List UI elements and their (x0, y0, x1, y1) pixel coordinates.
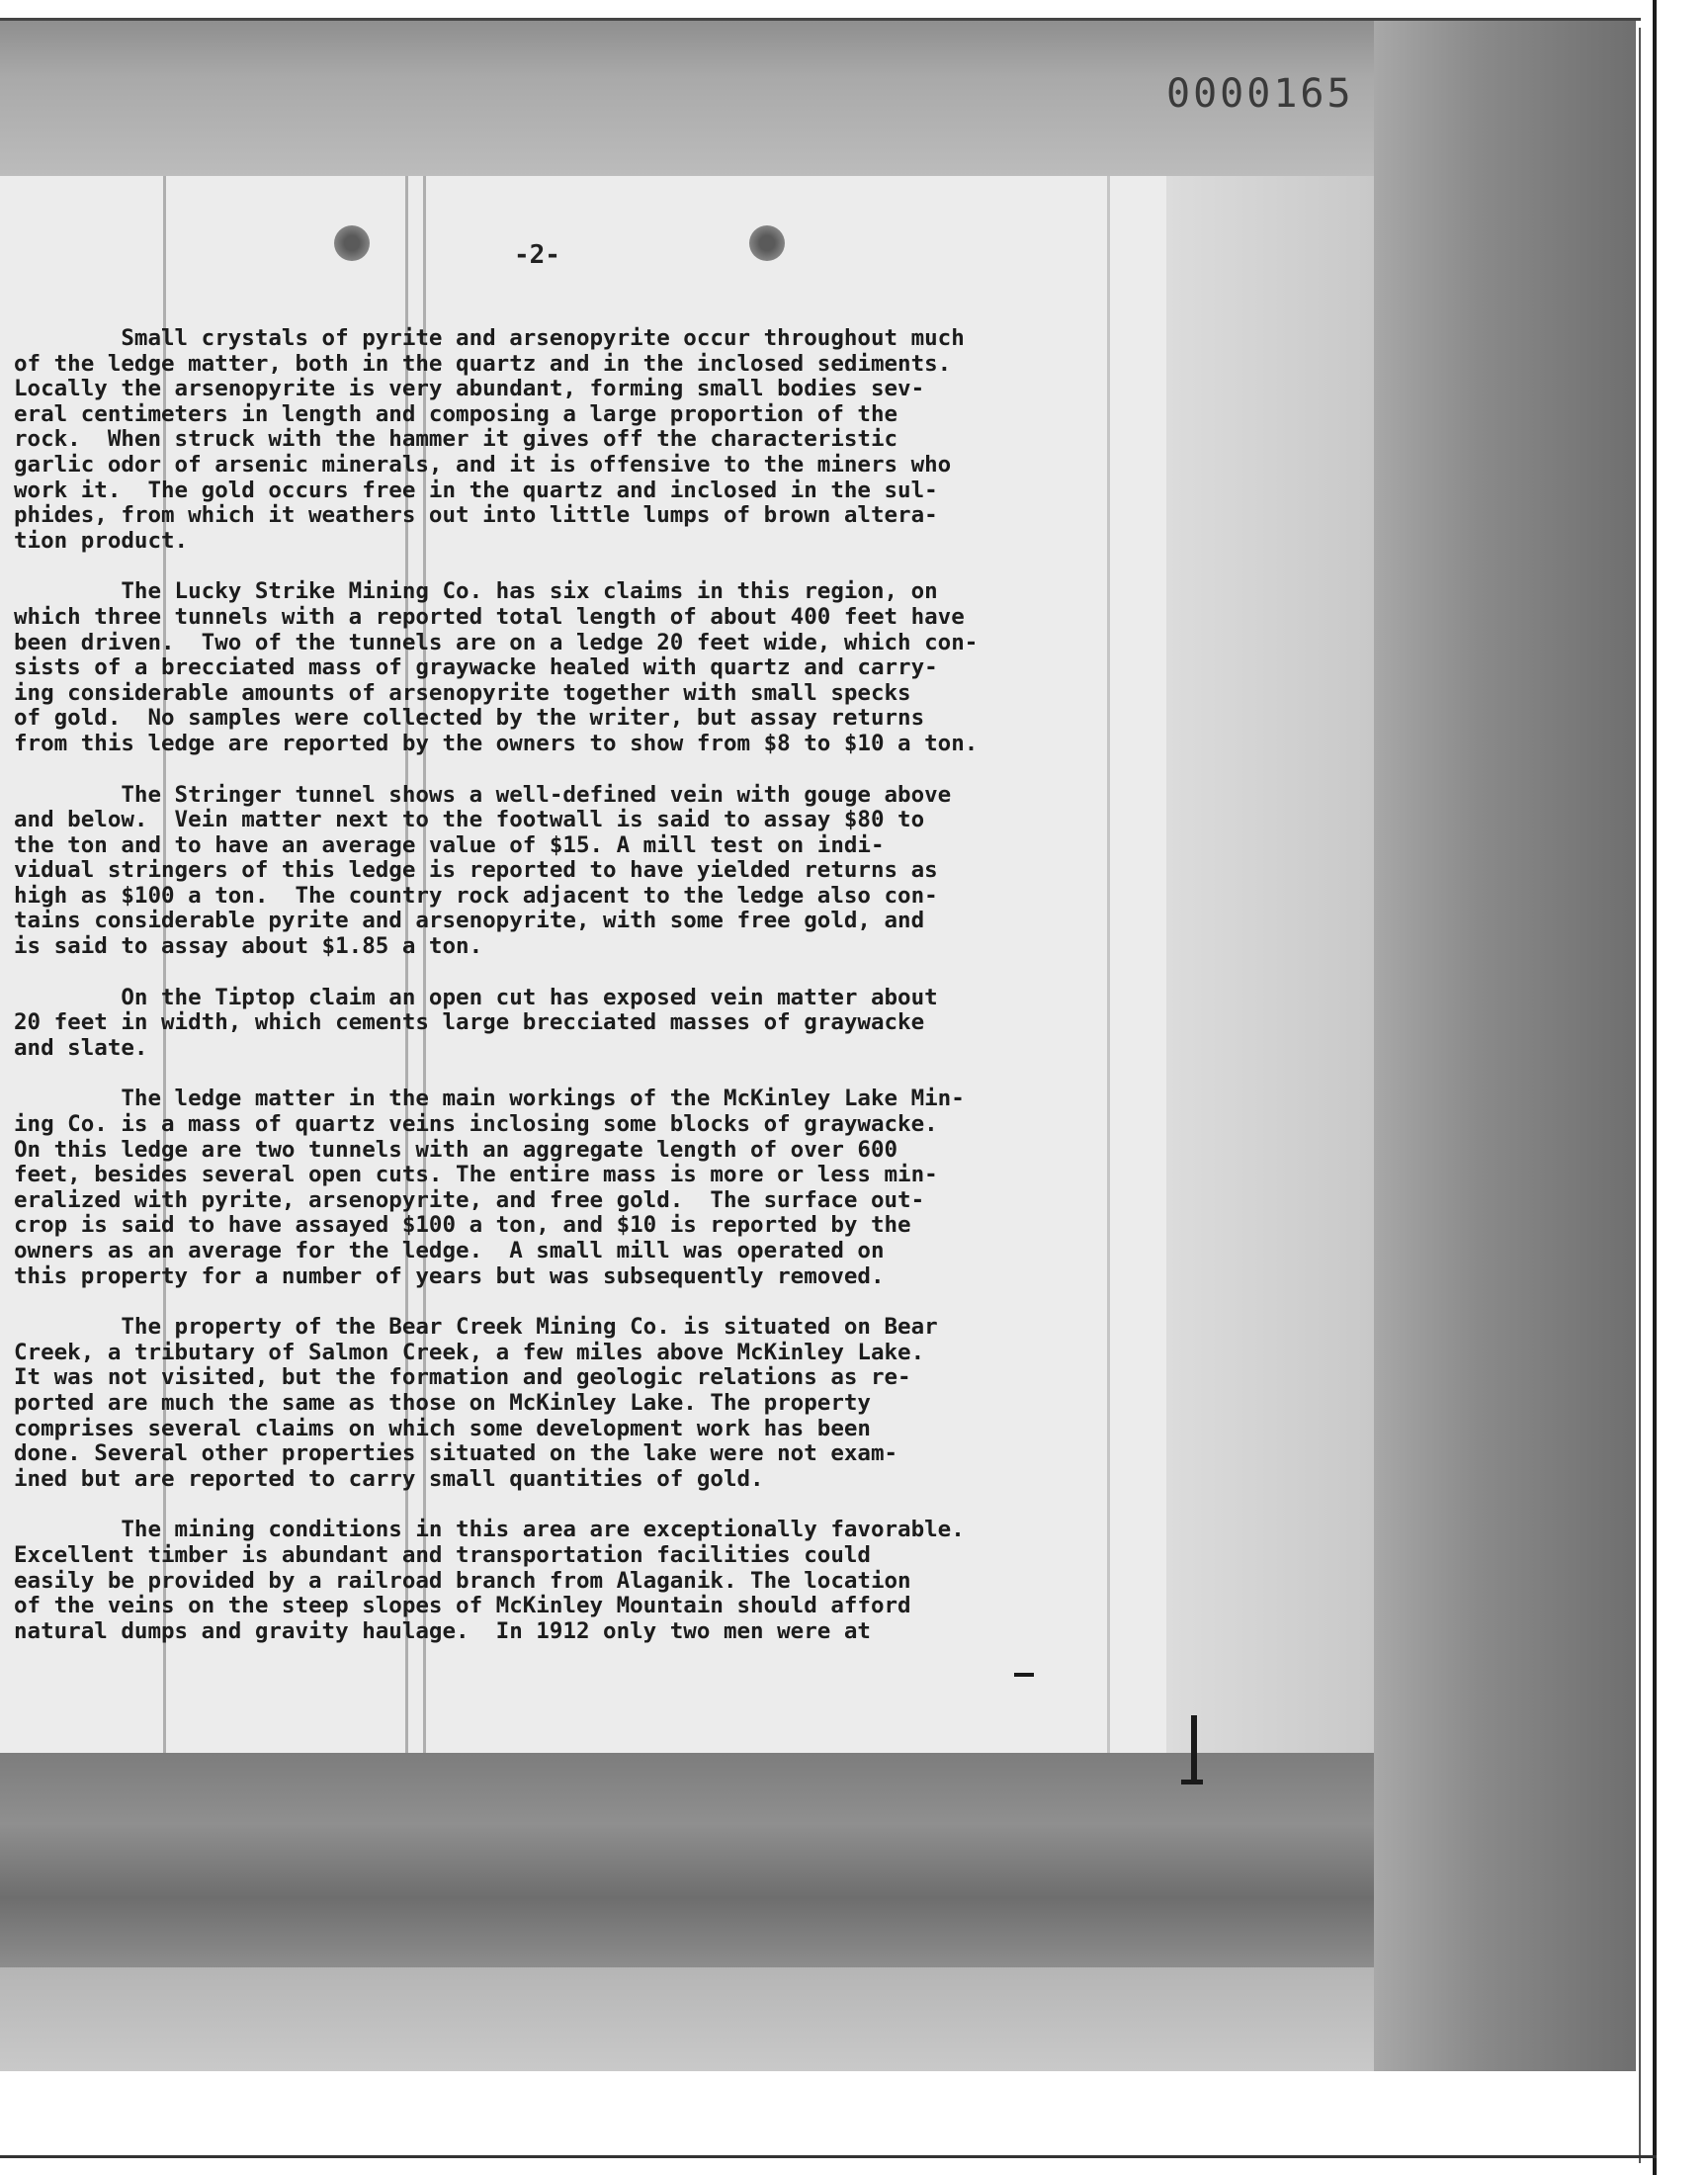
scan-background-right (1374, 20, 1636, 2071)
text-line: comprises several claims on which some development work has been (14, 1415, 871, 1441)
paragraph-5 (14, 1087, 1151, 1289)
text-line: work it. The gold occurs free in the quartz and inclosed in the sul- (14, 477, 938, 503)
scan-border-bottom (0, 2155, 1657, 2158)
scan-border-inner-right (1639, 28, 1641, 2163)
paragraph-7 (14, 1518, 1151, 1644)
text-line: rock. When struck with the hammer it gives off the characteristic (14, 426, 898, 453)
text-line: vidual stringers of this ledge is reported to have yielded returns as (14, 857, 938, 884)
text-line: sists of a brecciated mass of graywacke healed with quartz and carry- (14, 654, 938, 681)
text-line: high as $100 a ton. The country rock adjacent to the ledge also con- (14, 882, 938, 909)
text-line: The Lucky Strike Mining Co. has six claims in this region, on (14, 578, 938, 605)
scan-artifact-mark (1014, 1673, 1034, 1677)
page-number: -2- (514, 240, 560, 270)
text-line: and slate. (14, 1034, 148, 1061)
text-line: of gold. No samples were collected by the writer, but assay returns (14, 705, 925, 732)
scan-border-top (0, 18, 1641, 21)
text-line: phides, from which it weathers out into little lumps of brown altera- (14, 502, 938, 529)
text-line: The mining conditions in this area are exceptionally favorable. (14, 1517, 965, 1543)
text-line: from this ledge are reported by the owners to show from $8 to $10 a ton. (14, 730, 979, 756)
text-line: On the Tiptop claim an open cut has exposed vein matter about (14, 984, 938, 1010)
text-line: Locally the arsenopyrite is very abundant, forming small bodies sev- (14, 376, 925, 402)
scan-background-bottom-strip (0, 1967, 1374, 2071)
paragraph-1 (14, 326, 1151, 554)
text-line: ported are much the same as those on McKinley Lake. The property (14, 1389, 871, 1416)
text-line: ined but are reported to carry small quantities of gold. (14, 1465, 764, 1492)
document-body (14, 326, 1151, 1670)
paragraph-2 (14, 579, 1151, 756)
text-line: feet, besides several open cuts. The entire mass is more or less min- (14, 1162, 938, 1188)
text-line: The ledge matter in the main workings of the McKinley Lake Min- (14, 1086, 965, 1112)
punch-hole-right (749, 225, 785, 261)
text-line: tains considerable pyrite and arsenopyrite, with some free gold, and (14, 908, 925, 934)
text-line: Excellent timber is abundant and transportation facilities could (14, 1541, 871, 1568)
scan-artifact-mark (1181, 1780, 1203, 1784)
text-line: eral centimeters in length and composing a large proportion of the (14, 400, 898, 427)
text-line: On this ledge are two tunnels with an aggregate length of over 600 (14, 1136, 898, 1163)
text-line: done. Several other properties situated on the lake were not exam- (14, 1440, 898, 1467)
text-line: easily be provided by a railroad branch from Alaganik. The location (14, 1567, 911, 1594)
text-line: the ton and to have an average value of $15. A mill test on indi- (14, 831, 885, 858)
text-line: owners as an average for the ledge. A small mill was operated on (14, 1238, 885, 1263)
text-line: which three tunnels with a reported total length of about 400 feet have (14, 603, 965, 630)
text-line: ing considerable amounts of arsenopyrite together with small specks (14, 679, 911, 706)
scan-background-bottom (0, 1750, 1374, 1997)
punch-hole-left (334, 225, 370, 261)
text-line: natural dumps and gravity haulage. In 1912 only two men were at (14, 1617, 871, 1644)
paragraph-4 (14, 986, 1151, 1062)
text-line: been driven. Two of the tunnels are on a ledge 20 feet wide, which con- (14, 629, 979, 655)
document-sheet-shadow (1166, 176, 1374, 1753)
text-line: It was not visited, but the formation and geologic relations as re- (14, 1364, 911, 1391)
text-line: The property of the Bear Creek Mining Co. is situated on Bear (14, 1314, 938, 1341)
text-line: The Stringer tunnel shows a well-defined vein with gouge above (14, 781, 952, 808)
paragraph-6 (14, 1315, 1151, 1492)
text-line: and below. Vein matter next to the footwall is said to assay $80 to (14, 807, 925, 833)
text-line: ing Co. is a mass of quartz veins inclosing some blocks of graywacke. (14, 1111, 938, 1138)
text-line: crop is said to have assayed $100 a ton, and $10 is reported by the (14, 1212, 911, 1239)
text-line: garlic odor of arsenic minerals, and it is offensive to the miners who (14, 451, 952, 478)
page-id-stamp: 0000165 (1166, 71, 1354, 117)
text-line: of the ledge matter, both in the quartz and in the inclosed sediments. (14, 350, 952, 377)
text-line: of the veins on the steep slopes of McKinley Mountain should afford (14, 1593, 911, 1619)
text-line: is said to assay about $1.85 a ton. (14, 933, 483, 960)
text-line: this property for a number of years but was subsequently removed. (14, 1262, 885, 1289)
paragraph-3 (14, 783, 1151, 960)
text-line: tion product. (14, 527, 189, 554)
text-line: 20 feet in width, which cements large brecciated masses of graywacke (14, 1009, 925, 1036)
text-line: Creek, a tributary of Salmon Creek, a few miles above McKinley Lake. (14, 1339, 925, 1365)
scan-artifact-mark (1191, 1715, 1197, 1784)
text-line: Small crystals of pyrite and arsenopyrite occur throughout much (14, 325, 965, 351)
scan-border-right (1653, 0, 1657, 2175)
text-line: eralized with pyrite, arsenopyrite, and free gold. The surface out- (14, 1186, 925, 1213)
